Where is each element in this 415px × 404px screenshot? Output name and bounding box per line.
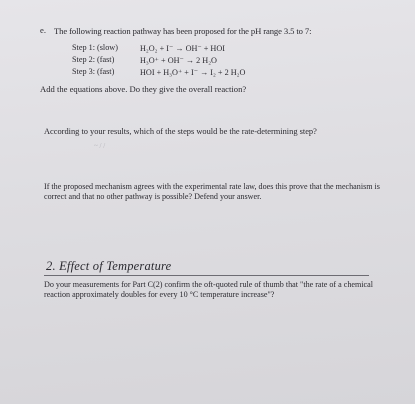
rate-determining-question: According to your results, which of the steps would be the rate-determining step?: [44, 127, 317, 136]
step-2-label: Step 2: (fast): [72, 55, 115, 64]
step-1-equation: H₂O₂ + I⁻ → OH⁻ + HOI: [140, 44, 225, 53]
step-3-label: Step 3: (fast): [72, 67, 115, 76]
part-e-intro: The following reaction pathway has been proposed for the pH range 3.5 to 7:: [54, 26, 312, 36]
section-divider: [44, 275, 369, 276]
add-equations-question: Add the equations above. Do they give the overall reaction?: [40, 84, 247, 94]
section-2-title: 2. Effect of Temperature: [46, 259, 172, 273]
temperature-question: Do your measurements for Part C(2) confirm the oft-quoted rule of thumb that "the rate of a chemical reaction approximately doubles for every 10 °C temperature increase"?: [44, 280, 373, 299]
part-e-letter: e.: [40, 25, 46, 35]
step-2-equation: H₃O⁺ + OH⁻ → 2 H₂O: [140, 56, 217, 65]
step-3-equation: HOI + H₃O⁺ + I⁻ → I₂ + 2 H₂O: [140, 68, 246, 77]
pencil-mark: ~ / /: [94, 142, 106, 150]
step-1-label: Step 1: (slow): [72, 43, 118, 52]
mechanism-proof-question: If the proposed mechanism agrees with the experimental rate law, does this prove that the mechanism is correct and that no other pathway is possible? Defend your answer.: [44, 182, 380, 201]
